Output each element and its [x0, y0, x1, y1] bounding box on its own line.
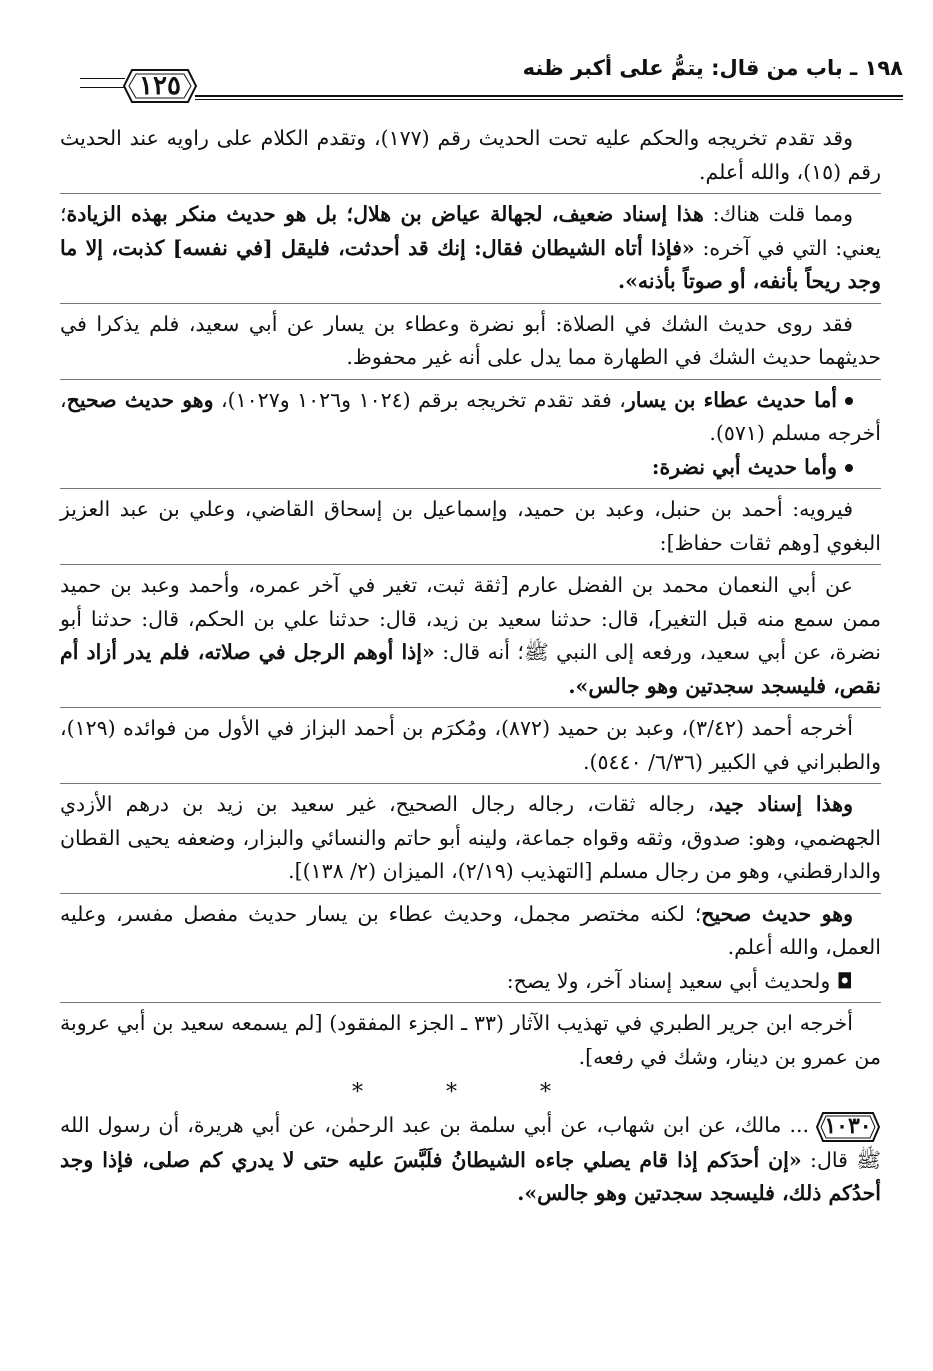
divider [60, 893, 881, 894]
bold-run: أما حديث عطاء بن يسار [625, 387, 838, 412]
paragraph: فقد روى حديث الشك في الصلاة: أبو نضرة وعطاء بن يسار عن أبي سعيد، فلم يذكرا في حديثهما حديث الشك في الطهارة مما يدل على أنه غير محفوظ. [60, 311, 881, 369]
paragraph [60, 198, 881, 299]
divider [60, 303, 881, 304]
bullet-icon [845, 397, 853, 405]
bold-run: وهو حديث صحيح [701, 901, 853, 926]
header-rule-thin [195, 99, 903, 100]
paragraph [60, 569, 881, 703]
paragraph [60, 965, 881, 999]
paragraph: وقد تقدم تخريجه والحكم عليه تحت الحديث رقم (١٧٧)، وتقدم الكلام على راويه عند الحديث رقم (١٥)، والله أعلم. [60, 126, 881, 184]
divider [60, 488, 881, 489]
text-run: ؛ لكنه مختصر مجمل، وحديث عطاء بن يسار حديث مفصل مفسر، وعليه العمل، والله أعلم. [60, 901, 881, 959]
paragraph: أخرجه أحمد (٣/٤٢)، وعبد بن حميد (٨٧٢)، ومُكرَم بن أحمد البزاز في الأول من فوائده (١٢٩)، والطبراني في الكبير (٦/٣٦/ ٥٤٤٠). [60, 716, 881, 774]
text-run: ، أخرجه مسلم (٥٧١). [60, 387, 881, 445]
text-run: ومما قلت هناك: [703, 202, 853, 226]
divider [60, 707, 881, 708]
hollow-bullet-icon: ◘ [836, 968, 853, 993]
bold-run: وهذا إسناد جيد [714, 792, 853, 816]
hadith-number: ١٠٣٠ [824, 1112, 872, 1139]
text-run: عن أبي النعمان محمد بن الفضل عارم [ثقة ثبت، تغير في آخر عمره، وأحمد وعبد بن حميد ممن سمع منه قبل التغير]، قال: حدثنا سعيد بن زيد، قال: حدثنا علي بن الحكم، قال: حدثنا أبو نضرة، عن أبي سعيد، ورفعه إلى النبي ﷺ؛ أنه قال: [60, 573, 881, 664]
page-header [80, 48, 903, 108]
divider [60, 379, 881, 380]
paragraph [60, 451, 881, 485]
text-run: ؛ يعني: التي في آخره: [60, 202, 881, 260]
paragraph [60, 384, 881, 451]
hadith-number-badge [815, 1110, 881, 1144]
paragraph: فيرويه: أحمد بن حنبل، وعبد بن حميد، وإسماعيل بن إسحاق القاضي، وعلي بن عبد العزيز البغوي [وهم ثقات حفاظ]: [60, 497, 881, 555]
bold-run: هذا إسناد ضعيف، لجهالة عياض بن هلال؛ بل هو حديث منكر بهذه الزيادة [66, 202, 704, 226]
page-number: ١٢٥ [139, 71, 181, 101]
page-number-badge [122, 66, 198, 106]
paragraph: أخرجه ابن جرير الطبري في تهذيب الآثار (٣٣ ـ الجزء المفقود) [لم يسمعه سعيد بن أبي عروبة من عمرو بن دينار، وشك في رفعه]. [60, 1011, 881, 1069]
section-separator-stars: * * * [352, 1080, 589, 1105]
divider [60, 193, 881, 194]
header-rule [195, 95, 903, 97]
header-dash-ornament [80, 78, 125, 88]
quoted-text: «فإذا أتاه الشيطان فقال: إنك قد أحدثت، فليقل [في نفسه] كذبت، إلا ما وجد ريحاً بأنفه، أو صوتاً بأذنه». [60, 235, 881, 293]
quoted-text: «إذا أوهم الرجل في صلاته، فلم يدر أزاد أم نقص، فليسجد سجدتين وهو جالس». [60, 640, 881, 698]
bullet-icon [845, 464, 853, 472]
section-heading: وأما حديث أبي نضرة: [651, 454, 837, 479]
text-run: ... مالك، عن ابن شهاب، عن أبي سلمة بن عبد الرحمٰن، عن أبي هريرة، أن رسول الله ﷺ قال: [60, 1113, 881, 1172]
text-run: ، فقد تقدم تخريجه برقم (١٠٢٤ و١٠٢٦ و١٠٢٧)، [213, 387, 626, 412]
text-run: ولحديث أبي سعيد إسناد آخر، ولا يصح: [506, 968, 831, 993]
paragraph [60, 898, 881, 965]
divider [60, 1002, 881, 1003]
page-body [60, 122, 881, 1211]
hadith-paragraph [60, 1109, 881, 1211]
running-head: ١٩٨ ـ باب من قال: يتمُّ على أكبر ظنه [522, 56, 903, 80]
bold-run: وهو حديث صحيح [66, 387, 214, 412]
text-run: ، رجاله ثقات، رجاله رجال الصحيح، غير سعيد بن زيد بن درهم الأزدي الجهضمي، وهو: صدوق، وثقه وقواه جماعة، ولينه أبو حاتم والنسائي والبزار، وضعفه يحيى القطان والدارقطني، وهو من رجال مسلم [التهذيب (٢/١٩)، الميزان (٢/ ١٣٨)]. [60, 792, 881, 883]
paragraph [60, 788, 881, 889]
quoted-text: «إن أحدَكم إذا قام يصلي جاءه الشيطانُ فلَبَّسَ عليه حتى لا يدري كم صلى، فإذا وجد أحدُكم ذلك، فليسجد سجدتين وهو جالس». [60, 1147, 881, 1205]
divider [60, 783, 881, 784]
divider [60, 564, 881, 565]
